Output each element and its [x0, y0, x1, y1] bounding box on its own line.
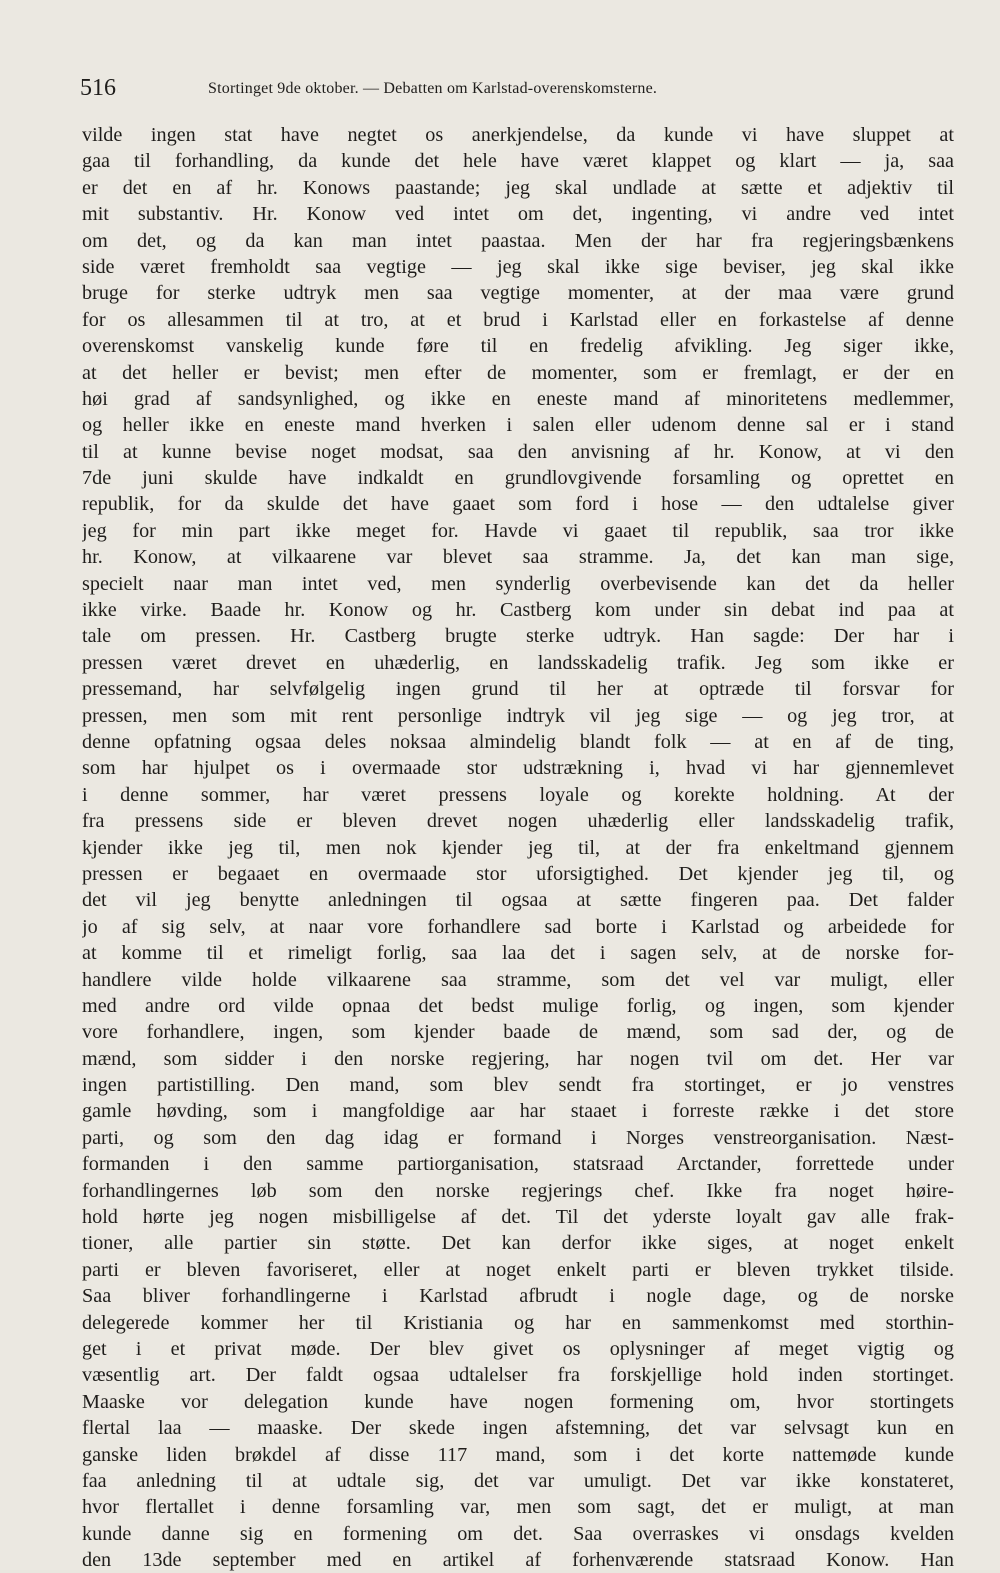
text-line: tale om pressen. Hr. Castberg brugte sterke udtryk. Han sagde: Der har i — [82, 625, 954, 648]
text-line: hvor flertallet i denne forsamling var, men som sagt, det er muligt, at man — [82, 1496, 954, 1519]
page-number: 516 — [80, 75, 116, 101]
body-text — [82, 122, 954, 1573]
text-line: er det en af hr. Konows paastande; jeg skal undlade at sætte et adjektiv til — [82, 176, 954, 199]
text-line: mænd, som sidder i den norske regjering, har nogen tvil om det. Her var — [82, 1047, 954, 1070]
text-line: pressemand, har selvfølgelig ingen grund til her at optræde til forsvar for — [82, 678, 954, 701]
text-line: delegerede kommer her til Kristiania og har en sammenkomst med storthin- — [82, 1311, 954, 1334]
text-line: flertal laa — maaske. Der skede ingen afstemning, det var selvsagt kun en — [82, 1417, 954, 1440]
text-line: det vil jeg benytte anledningen til ogsaa at sætte fingeren paa. Det falder — [82, 889, 954, 912]
text-line: jo af sig selv, at naar vore forhandlere sad borte i Karlstad og arbeidede for — [82, 915, 954, 938]
text-line: at det heller er bevist; men efter de momenter, som er fremlagt, er der en — [82, 361, 954, 384]
text-line: handlere vilde holde vilkaarene saa stramme, som det vel var muligt, eller — [82, 968, 954, 991]
text-line: den 13de september med en artikel af forhenværende statsraad Konow. Han — [82, 1549, 954, 1572]
text-line: Saa bliver forhandlingerne i Karlstad afbrudt i nogle dage, og de norske — [82, 1285, 954, 1308]
text-line: til at kunne bevise noget modsat, saa den anvisning af hr. Konow, at vi den — [82, 440, 954, 463]
text-line: pressen været drevet en uhæderlig, en landsskadelig trafik. Jeg som ikke er — [82, 651, 954, 674]
text-line: republik, for da skulde det have gaaet som ford i hose — den udtalelse giver — [82, 493, 954, 516]
text-line: kunde danne sig en formening om det. Saa overraskes vi onsdags kvelden — [82, 1522, 954, 1545]
text-line: bruge for sterke udtryk men saa vegtige momenter, at der maa være grund — [82, 282, 954, 305]
text-line: get i et privat møde. Der blev givet os oplysninger af meget vigtig og — [82, 1337, 954, 1360]
text-line: vilde ingen stat have negtet os anerkjendelse, da kunde vi have sluppet at — [82, 124, 954, 146]
text-line: hr. Konow, at vilkaarene var blevet saa stramme. Ja, det kan man sige, — [82, 546, 954, 569]
text-line: høi grad af sandsynlighed, og ikke en eneste mand af minoritetens medlemmer, — [82, 387, 954, 410]
text-line: ikke virke. Baade hr. Konow og hr. Castberg kom under sin debat ind paa at — [82, 599, 954, 622]
text-line: specielt naar man intet ved, men synderlig overbevisende kan det da heller — [82, 572, 954, 595]
text-line: hold hørte jeg nogen misbilligelse af det. Til det yderste loyalt gav alle frak- — [82, 1206, 954, 1229]
text-line: ganske liden brøkdel af disse 117 mand, som i det korte nattemøde kunde — [82, 1443, 954, 1466]
text-line: 7de juni skulde have indkaldt en grundlovgivende forsamling og oprettet en — [82, 467, 954, 490]
text-line: gamle høvding, som i mangfoldige aar har staaet i forreste række i det store — [82, 1100, 954, 1123]
text-line: og heller ikke en eneste mand hverken i salen eller udenom denne sal er i stand — [82, 414, 954, 437]
text-line: kjender ikke jeg til, men nok kjender jeg til, at der fra enkeltmand gjennem — [82, 836, 954, 859]
text-line: væsentlig art. Der faldt ogsaa udtalelser fra forskjellige hold inden stortinget. — [82, 1364, 954, 1387]
running-head — [80, 74, 960, 104]
text-line: parti er bleven favoriseret, eller at noget enkelt parti er bleven trykket tilside. — [82, 1258, 954, 1281]
running-head-title: Stortinget 9de oktober. — Debatten om Karlstad-overenskomsterne. — [208, 80, 658, 97]
text-line: om det, og da kan man intet paastaa. Men der har fra regjeringsbænkens — [82, 229, 954, 252]
text-line: ingen partistilling. Den mand, som blev sendt fra stortinget, er jo venstres — [82, 1074, 954, 1097]
text-line: fra pressens side er bleven drevet nogen uhæderlig eller landsskadelig trafik, — [82, 810, 954, 833]
text-line: side været fremholdt saa vegtige — jeg skal ikke sige beviser, jeg skal ikke — [82, 255, 954, 278]
text-line: parti, og som den dag idag er formand i Norges venstreorganisation. Næst- — [82, 1126, 954, 1149]
text-line: formanden i den samme partiorganisation, statsraad Arctander, forrettede under — [82, 1153, 954, 1176]
text-line: vore forhandlere, ingen, som kjender baade de mænd, som sad der, og de — [82, 1021, 954, 1044]
text-line: denne opfatning ogsaa deles noksaa almindelig blandt folk — at en af de ting, — [82, 730, 954, 753]
text-line: forhandlingernes løb som den norske regjerings chef. Ikke fra noget høire- — [82, 1179, 954, 1202]
text-line: som har hjulpet os i overmaade stor udstrækning i, hvad vi har gjennemlevet — [82, 757, 954, 780]
text-line: jeg for min part ikke meget for. Havde vi gaaet til republik, saa tror ikke — [82, 519, 954, 542]
text-line: Maaske vor delegation kunde have nogen formening om, hvor stortingets — [82, 1390, 954, 1413]
text-line: overenskomst vanskelig kunde føre til en fredelig afvikling. Jeg siger ikke, — [82, 335, 954, 358]
text-line: at komme til et rimeligt forlig, saa laa det i sagen selv, at de norske for- — [82, 942, 954, 965]
text-line: for os allesammen til at tro, at et brud i Karlstad eller en forkastelse af denne — [82, 308, 954, 331]
text-line: pressen, men som mit rent personlige indtryk vil jeg sige — og jeg tror, at — [82, 704, 954, 727]
text-line: tioner, alle partier sin støtte. Det kan derfor ikke siges, at noget enkelt — [82, 1232, 954, 1255]
text-line: mit substantiv. Hr. Konow ved intet om det, ingenting, vi andre ved intet — [82, 203, 954, 226]
text-line: i denne sommer, har været pressens loyale og korekte holdning. At der — [82, 783, 954, 806]
text-line: pressen er begaaet en overmaade stor uforsigtighed. Det kjender jeg til, og — [82, 862, 954, 885]
text-line: gaa til forhandling, da kunde det hele have været klappet og klart — ja, saa — [82, 150, 954, 173]
text-line: faa anledning til at udtale sig, det var umuligt. Det var ikke konstateret, — [82, 1469, 954, 1492]
text-line: med andre ord vilde opnaa det bedst mulige forlig, og ingen, som kjender — [82, 994, 954, 1017]
